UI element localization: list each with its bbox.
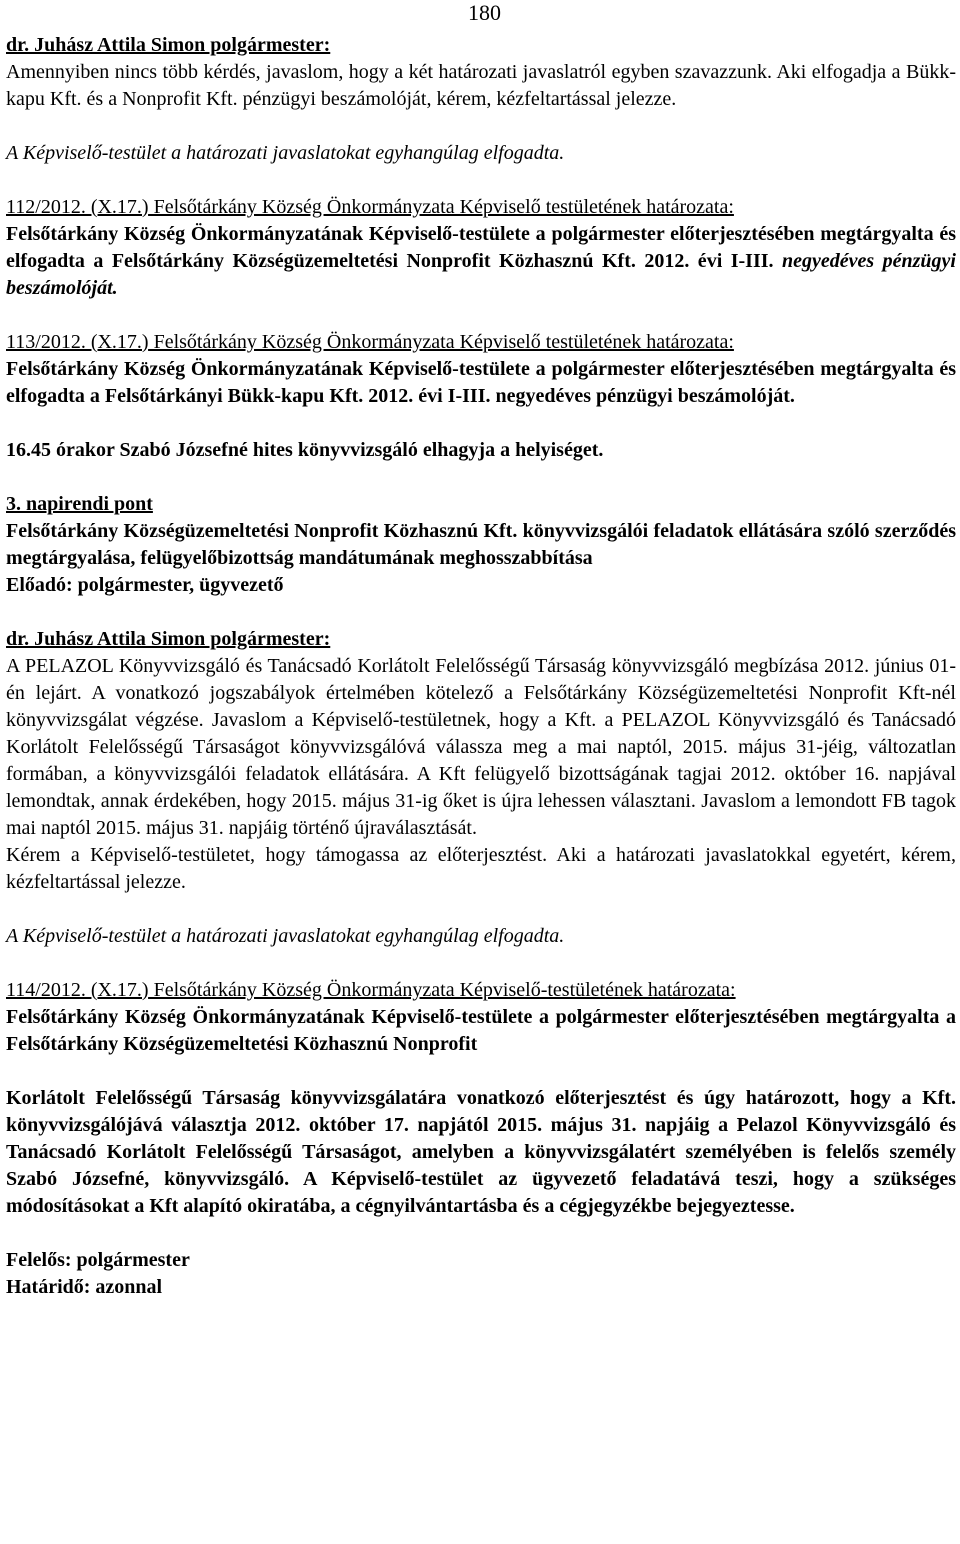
resolution-114-title: Felsőtárkány Község Önkormányzata Képviselő-testületének határozata: <box>148 979 736 1001</box>
page-number: 180 <box>468 0 501 25</box>
speaker-heading: dr. Juhász Attila Simon polgármester: <box>6 34 331 56</box>
resolution-112-text-end: negyedéves pénzügyi beszámolóját. <box>6 250 956 299</box>
speech-paragraph-1: A PELAZOL Könyvvizsgáló és Tanácsadó Korlátolt Felelősségű Társaság könyvvizsgáló megbízása 2012. június 01-én lejárt. A vonatkozó jogszabályok értelmében kötelező a Felsőtárkány Községüzemeltetési Nonprofit Kft-nél könyvvizsgálat végzése. Javaslom a Képviselő-testületnek, hogy a Kft. a PELAZOL Könyvvizsgáló és Tanácsadó Korlátolt Felelősségű Társaságot könyvvizsgálóvá válassza meg a mai naptól, 2015. május 31-jéig, változatlan formában, a könyvvizsgálói feladatok ellátására. A Kft felügyelő bizottságának tagjai 2012. október 16. napjával lemondtak, annak érdekében, hogy 2015. május 31-ig őket is újra lehessen választani. Javaslom a lemondott FB tagok mai naptól 2015. május 31. napjáig történő újraválasztását. <box>6 655 956 839</box>
resolution-114-body-2: Korlátolt Felelősségű Társaság könyvvizsgálatára vonatkozó előterjesztést és úgy határozott, hogy a Kft. könyvvizsgálójává választja 2012. október 17. napjától 2015. május 31. napjáig a Pelazol Könyvvizsgáló és Tanácsadó Korlátolt Felelősségű Társaságot, amelyben a könyvvizsgálatért személyében is felelős személy Szabó Józsefné, könyvvizsgáló. A Képviselő-testület az ügyvezető feladatává teszi, hogy a szükséges módosításokat a Kft alapító okiratába, a cégnyilvántartásba és a cégjegyzékbe bejegyeztesse. <box>6 1087 956 1217</box>
agenda-presenter: Előadó: polgármester, ügyvezető <box>6 574 284 596</box>
resolution-113-title: Felsőtárkány Község Önkormányzata Képviselő testületének határozata: <box>148 331 734 353</box>
resolution-112-body <box>6 221 956 302</box>
speaker-heading-2: dr. Juhász Attila Simon polgármester: <box>6 628 331 650</box>
resolution-112-heading <box>6 194 956 221</box>
agenda-heading: 3. napirendi pont <box>6 493 153 515</box>
resolution-114-number: 114/2012. (X.17.) <box>6 979 149 1001</box>
speaker-text: Amennyiben nincs több kérdés, javaslom, hogy a két határozati javaslatról egyben szavazzunk. Aki elfogadja a Bükk-kapu Kft. és a Nonprofit Kft. pénzügyi beszámolóját, kérem, kézfeltartással jelezze. <box>6 61 956 110</box>
speech-paragraph-2: Kérem a Képviselő-testületet, hogy támogassa az előterjesztést. Aki a határozati javaslatokkal egyetért, kérem, kézfeltartással jelezze. <box>6 844 956 893</box>
resolution-112-title: Felsőtárkány Község Önkormányzata Képviselő testületének határozata: <box>148 196 734 218</box>
leave-note: 16.45 órakor Szabó Józsefné hites könyvvizsgáló elhagyja a helyiséget. <box>6 439 604 461</box>
responsible-line: Felelős: polgármester <box>6 1249 190 1271</box>
document-body <box>6 32 956 1301</box>
resolution-113-number: 113/2012. (X.17.) <box>6 331 149 353</box>
resolution-113-body: Felsőtárkány Község Önkormányzatának Képviselő-testülete a polgármester előterjesztésében megtárgyalta és elfogadta a Felsőtárkányi Bükk-kapu Kft. 2012. évi I-III. negyedéves pénzügyi beszámolóját. <box>6 358 956 407</box>
resolution-112-number: 112/2012. (X.17.) <box>6 196 149 218</box>
resolution-112-text: Felsőtárkány Község Önkormányzatának Képviselő-testülete a polgármester előterjesztésében megtárgyalta és elfogadta a Felsőtárkány Községüzemeltetési Nonprofit Közhasznú Kft. 2012. évi I-III. <box>6 223 956 272</box>
resolution-113-heading <box>6 329 956 356</box>
vote-result-2: A Képviselő-testület a határozati javaslatokat egyhangúlag elfogadta. <box>6 925 565 947</box>
deadline-line: Határidő: azonnal <box>6 1276 163 1298</box>
resolution-114-body-1: Felsőtárkány Község Önkormányzatának Képviselő-testülete a polgármester előterjesztésében megtárgyalta a Felsőtárkány Községüzemeltetési Közhasznú Nonprofit <box>6 1006 956 1055</box>
agenda-title: Felsőtárkány Községüzemeltetési Nonprofit Közhasznú Kft. könyvvizsgálói feladatok ellátására szóló szerződés megtárgyalása, felügyelőbizottság mandátumának meghosszabbítása <box>6 520 956 569</box>
vote-result: A Képviselő-testület a határozati javaslatokat egyhangúlag elfogadta. <box>6 142 565 164</box>
resolution-114-heading <box>6 977 956 1004</box>
